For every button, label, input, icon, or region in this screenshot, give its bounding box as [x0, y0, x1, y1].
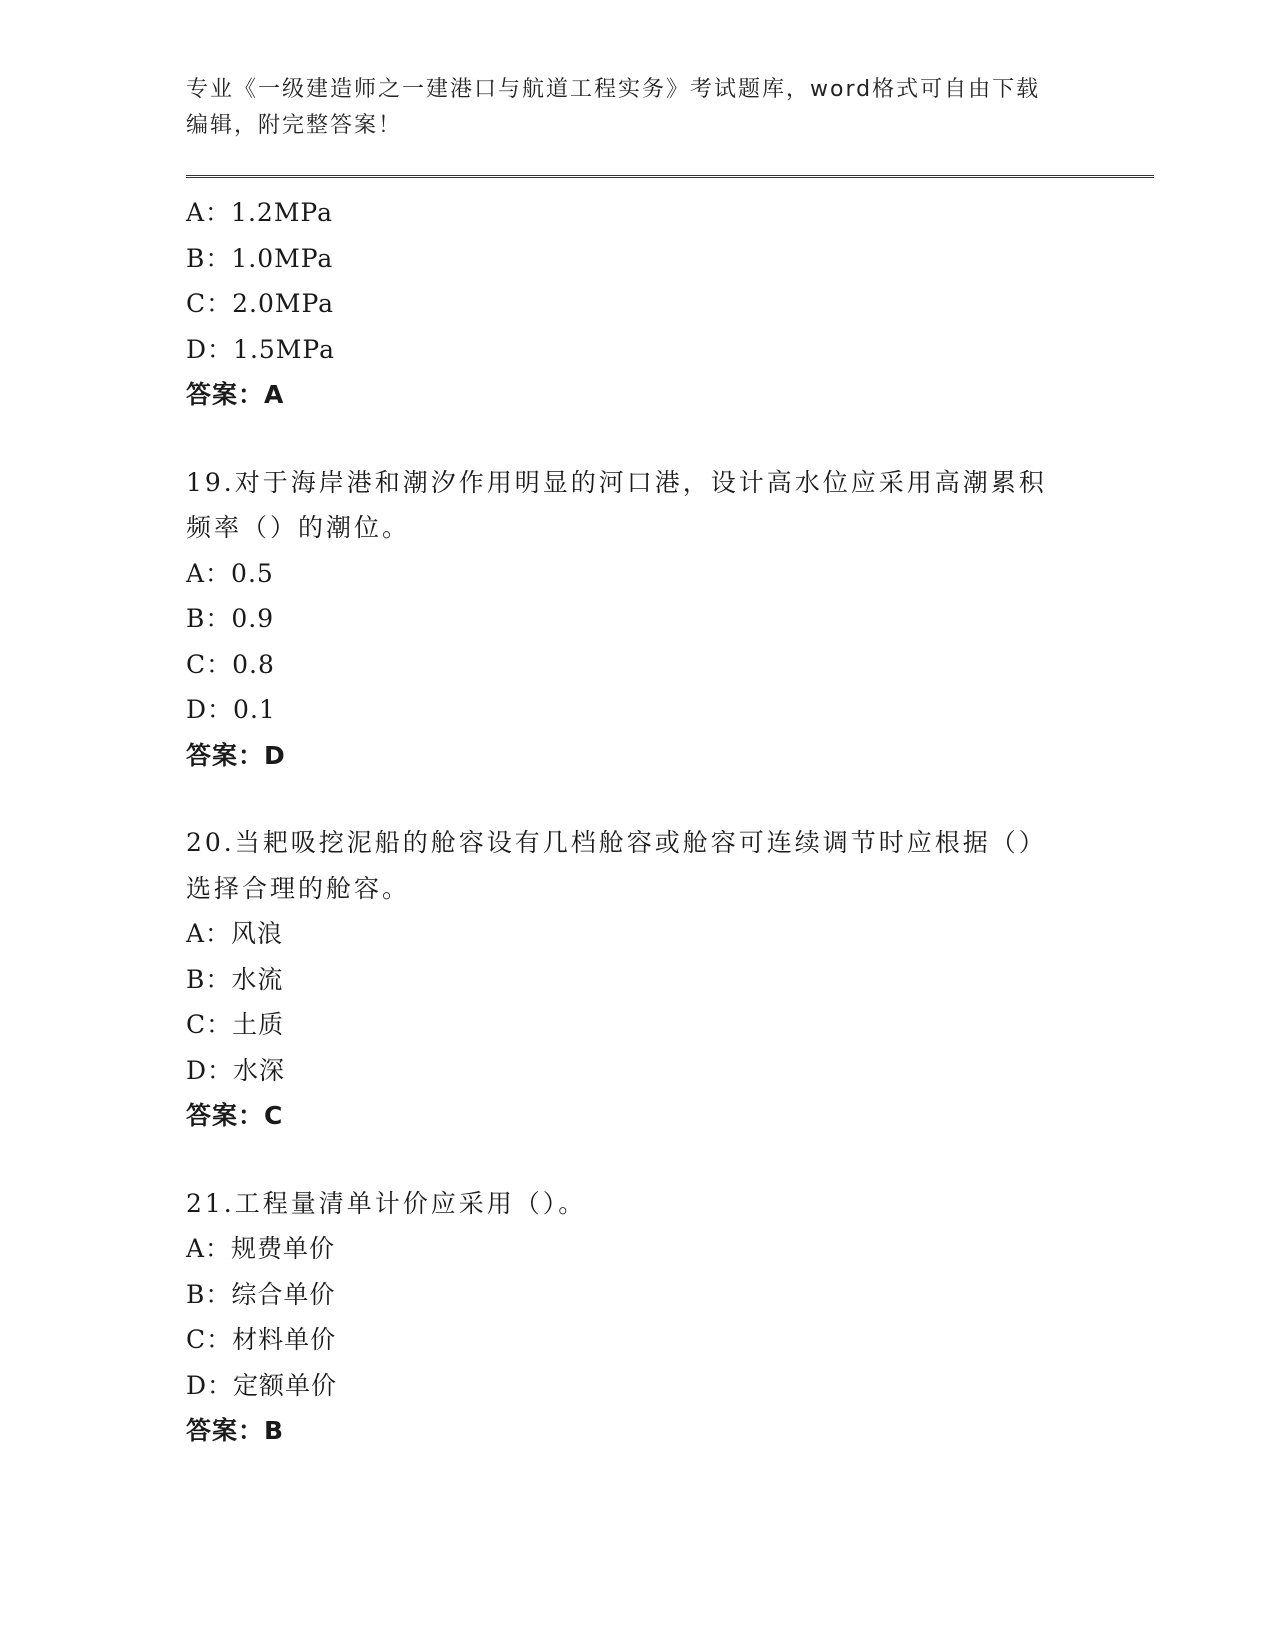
- option-c: C：材料单价: [186, 1325, 337, 1354]
- document-header: [186, 72, 1066, 144]
- header-line-1: 专业《一级建造师之一建港口与航道工程实务》考试题库，word格式可自由下载: [186, 77, 1041, 102]
- question-21: [186, 1181, 1086, 1454]
- option-b: B：0.9: [186, 604, 275, 633]
- header-line-2: 编辑，附完整答案！: [186, 113, 403, 138]
- question-list: [186, 190, 1086, 1454]
- option-d: D：水深: [186, 1055, 286, 1085]
- answer: 答案：A: [186, 380, 285, 409]
- option-d: D：1.5MPa: [186, 334, 336, 364]
- question-stem-continued: 频率（）的潮位。: [186, 513, 411, 542]
- option-b: B：水流: [186, 964, 284, 994]
- option-d: D：定额单价: [186, 1370, 338, 1400]
- question-stem: 20.当耙吸挖泥船的舱容设有几档舱容或舱容可连续调节时应根据（）: [186, 828, 1047, 857]
- option-a: A：0.5: [186, 558, 274, 588]
- answer: 答案：C: [186, 1101, 284, 1130]
- option-a: A：规费单价: [186, 1234, 336, 1263]
- answer: 答案：B: [186, 1416, 285, 1445]
- answer: 答案：D: [186, 740, 286, 770]
- question-stem: 19.对于海岸港和潮汐作用明显的河口港，设计高水位应采用高潮累积: [186, 467, 1047, 497]
- question-stem: 21.工程量清单计价应采用（）。: [186, 1188, 587, 1218]
- option-a: A：1.2MPa: [186, 198, 334, 227]
- option-c: C：2.0MPa: [186, 289, 335, 318]
- header-divider: [186, 175, 1154, 178]
- option-b: B：1.0MPa: [186, 243, 334, 273]
- question-18: [186, 190, 1086, 418]
- option-b: B：综合单价: [186, 1279, 336, 1309]
- question-20: [186, 820, 1086, 1139]
- option-a: A：风浪: [186, 919, 284, 948]
- question-19: [186, 460, 1086, 779]
- option-c: C：0.8: [186, 649, 275, 679]
- option-d: D：0.1: [186, 695, 276, 724]
- question-stem-continued: 选择合理的舱容。: [186, 873, 411, 903]
- option-c: C：土质: [186, 1010, 285, 1039]
